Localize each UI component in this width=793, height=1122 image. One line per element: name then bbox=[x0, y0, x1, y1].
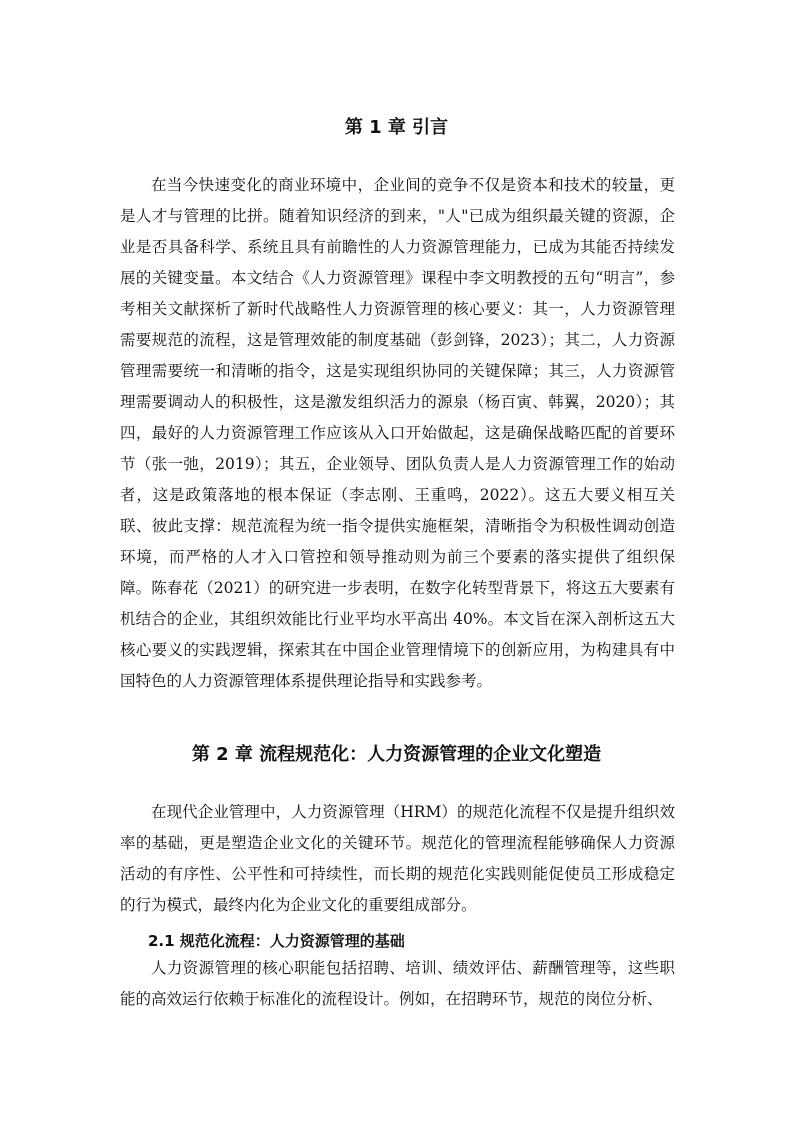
section-2-1-title: 2.1 规范化流程：人力资源管理的基础 bbox=[148, 932, 405, 950]
chapter-2-intro-paragraph: 在现代企业管理中，人力资源管理（HRM）的规范化流程不仅是提升组织效率的基础，更是塑造企业文化的关键环节。规范化的管理流程能够确保人力资源活动的有序性、公平性和可持续性，而长期的规范化实践则能促使员工形成稳定的行为模式，最终内化为企业文化的重要组成部分。 bbox=[120, 803, 675, 914]
chapter-1-paragraph: 在当今快速变化的商业环境中，企业间的竞争不仅是资本和技术的较量，更是人才与管理的比拼。随着知识经济的到来，"人"已成为组织最关键的资源，企业是否具备科学、系统且具有前瞻性的人力资源管理能力，已成为其能否持续发展的关键变量。本文结合《人力资源管理》课程中李文明教授的五句“明言”，参考相关文献探析了新时代战略性人力资源管理的核心要义：其一，人力资源管理需要规范的流程，这是管理效能的制度基础（彭剑锋，2023）；其二，人力资源管理需要统一和清晰的指令，这是实现组织协同的关键保障；其三，人力资源管理需要调动人的积极性，这是激发组织活力的源泉（杨百寅、韩翼，2020）；其四，最好的人力资源管理工作应该从入口开始做起，这是确保战略匹配的首要环节（张一弛，2019）；其五，企业领导、团队负责人是人力资源管理工作的始动者，这是政策落地的根本保证（李志刚、王重鸣，2022）。这五大要义相互关联、彼此支撑：规范流程为统一指令提供实施框架，清晰指令为积极性调动创造环境，而严格的人才入口管控和领导推动则为前三个要素的落实提供了组织保障。陈春花（2021）的研究进一步表明，在数字化转型背景下，将这五大要素有机结合的企业，其组织效能比行业平均水平高出 40%。本文旨在深入剖析这五大核心要义的实践逻辑，探索其在中国企业管理情境下的创新应用，为构建具有中国特色的人力资源管理体系提供理论指导和实践参考。 bbox=[120, 176, 675, 690]
section-2-1-paragraph: 人力资源管理的核心职能包括招聘、培训、绩效评估、薪酬管理等，这些职能的高效运行依赖于标准化的流程设计。例如，在招聘环节，规范的岗位分析、 bbox=[120, 959, 675, 1008]
chapter-1-title: 第 1 章 引言 bbox=[344, 117, 449, 138]
chapter-2-title: 第 2 章 流程规范化：人力资源管理的企业文化塑造 bbox=[191, 744, 602, 765]
